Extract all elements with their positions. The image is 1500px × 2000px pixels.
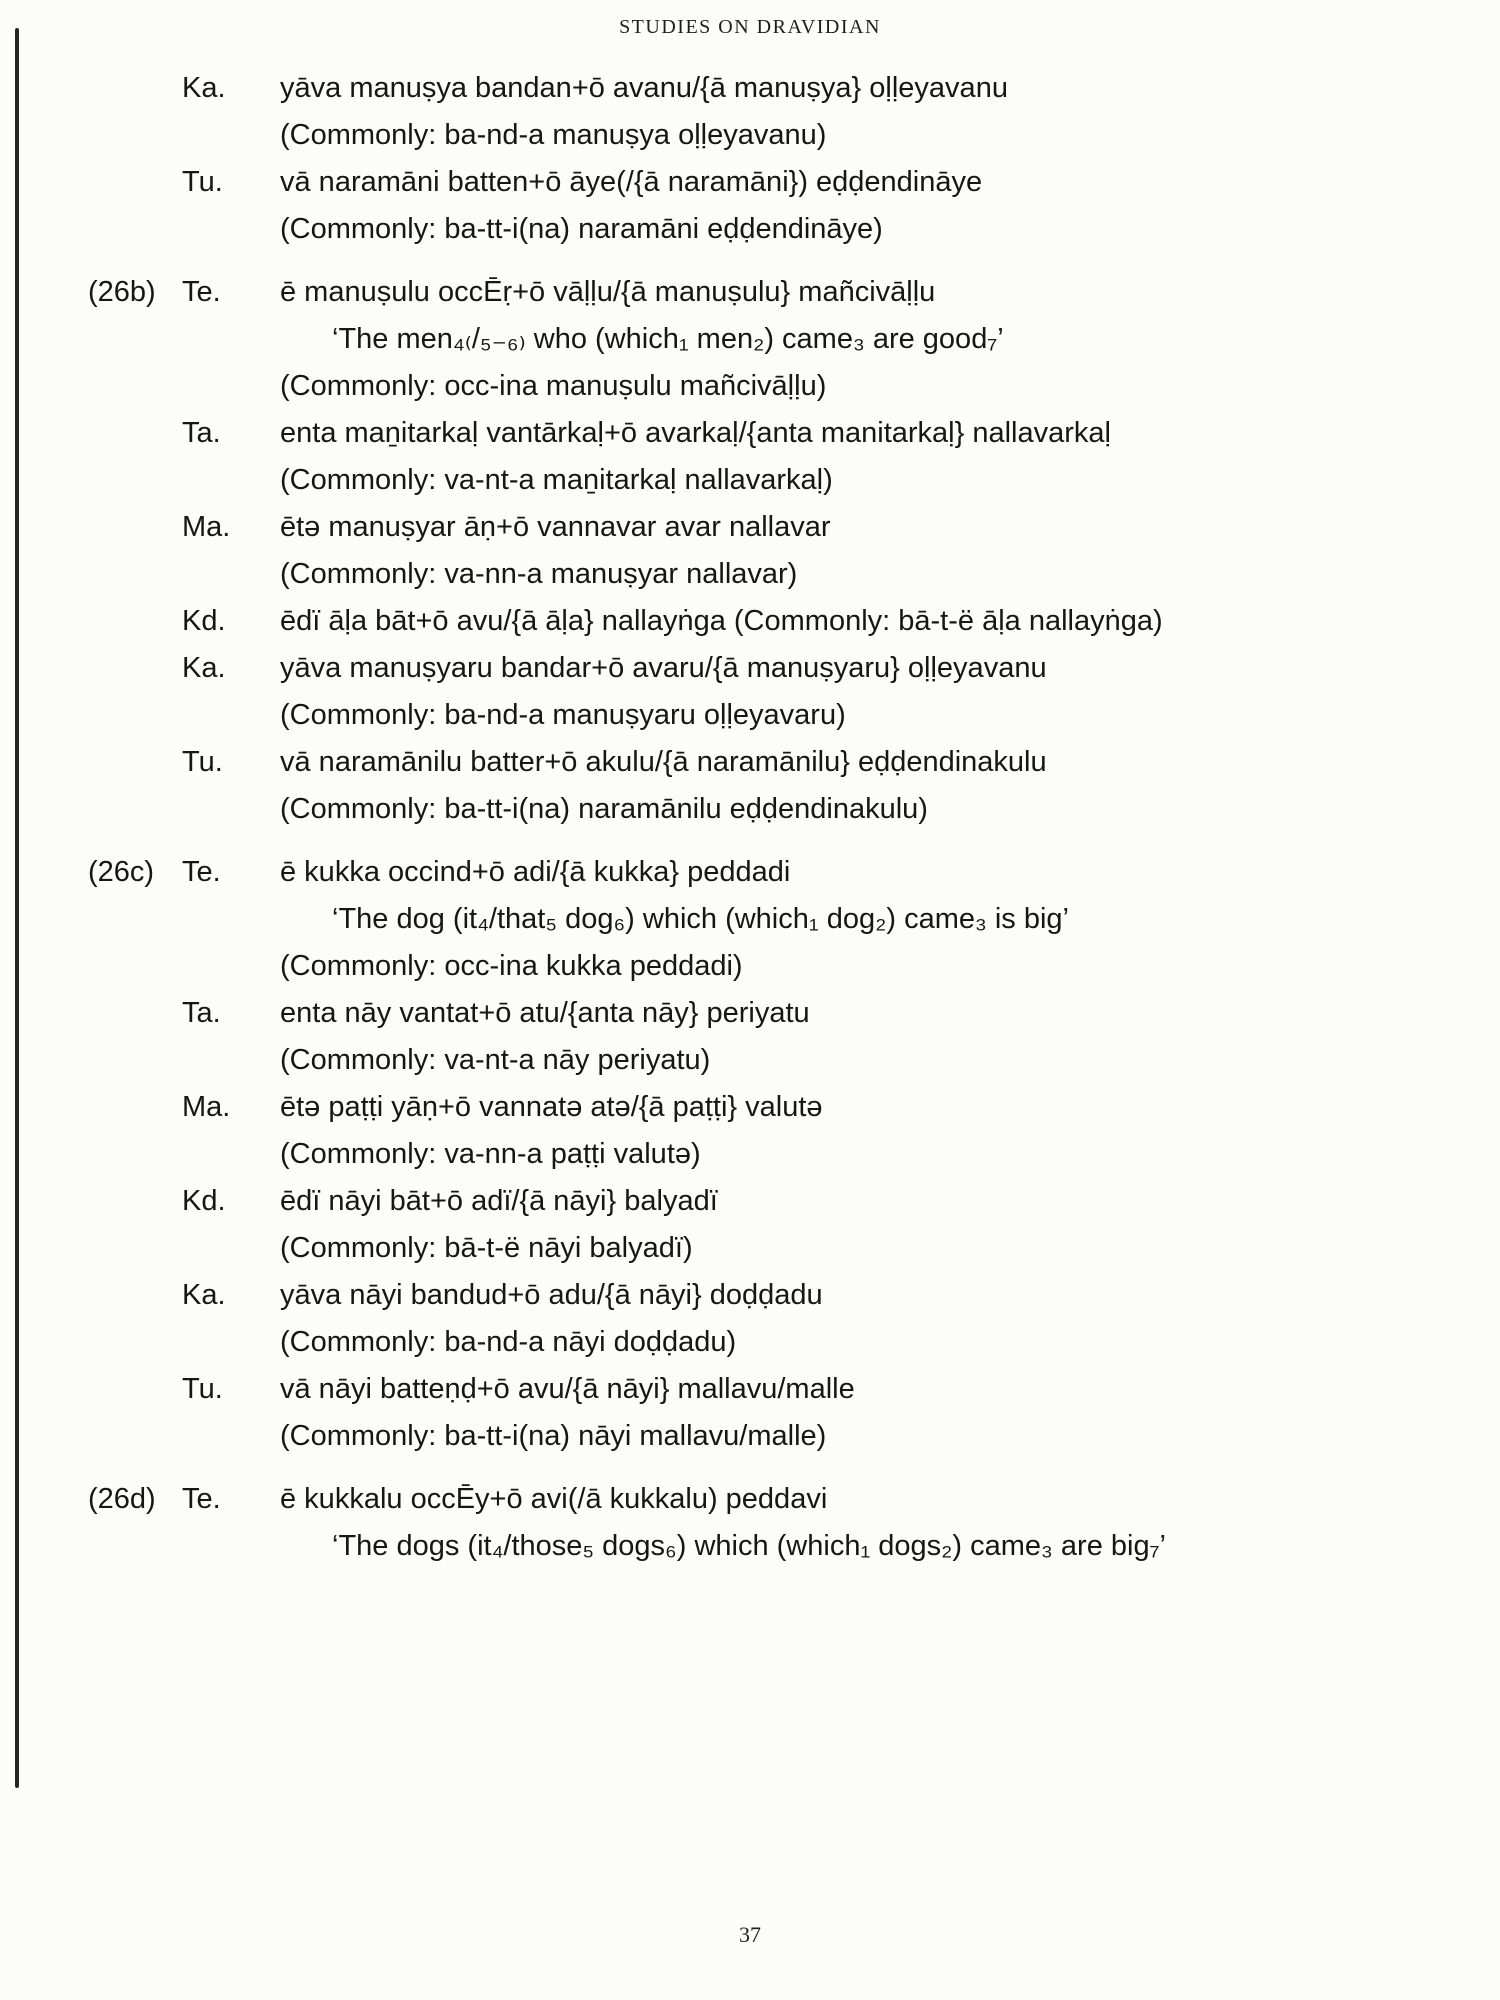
example-text: ētə paṭṭi yāṇ+ō vannatə atə/{ā paṭṭi} valutə [280, 1091, 823, 1123]
language-label: Ka. [182, 72, 226, 104]
language-label: Ma. [182, 511, 231, 543]
commonly-text: (Commonly: ba-nd-a nāyi doḍḍadu) [280, 1326, 737, 1358]
example-number: (26d) [88, 1483, 156, 1515]
example-row [0, 1319, 1500, 1366]
commonly-text: (Commonly: ba-tt-i(na) nāyi mallavu/malle) [280, 1420, 827, 1452]
example-row [0, 645, 1500, 692]
language-label: Ka. [182, 1279, 226, 1311]
language-label: Tu. [182, 746, 223, 778]
language-label: Ta. [182, 417, 221, 449]
example-text: yāva manuṣya bandan+ō avanu/{ā manuṣya} oḷḷeyavanu [280, 72, 1008, 104]
commonly-text: (Commonly: bā-t-ë nāyi balyadï) [280, 1232, 693, 1264]
language-label: Kd. [182, 1185, 226, 1217]
example-row [0, 112, 1500, 159]
example-row [0, 1413, 1500, 1460]
example-row [0, 943, 1500, 990]
example-row [0, 896, 1500, 943]
language-label: Te. [182, 1483, 221, 1515]
commonly-text: (Commonly: va-nn-a paṭṭi valutə) [280, 1138, 701, 1170]
example-text: vā naramānilu batter+ō akulu/{ā naramānilu} eḍḍendinakulu [280, 746, 1047, 778]
example-text: vā nāyi batteṇḍ+ō avu/{ā nāyi} mallavu/malle [280, 1373, 855, 1405]
gloss-text: ‘The dogs (it₄/those₅ dogs₆) which (which₁ dogs₂) came₃ are big₇’ [332, 1530, 1167, 1562]
language-label: Te. [182, 276, 221, 308]
commonly-text: (Commonly: ba-tt-i(na) naramānilu eḍḍendinakulu) [280, 793, 928, 825]
example-row [0, 1476, 1500, 1523]
example-row [0, 1037, 1500, 1084]
example-text: ē kukka occind+ō adi/{ā kukka} peddadi [280, 856, 791, 888]
example-row [0, 1131, 1500, 1178]
language-label: Ma. [182, 1091, 231, 1123]
example-row [0, 206, 1500, 253]
example-row [0, 363, 1500, 410]
commonly-text: (Commonly: va-nt-a maṉitarkaḷ nallavarkaḷ) [280, 464, 833, 496]
commonly-text: (Commonly: ba-nd-a manuṣyaru oḷḷeyavaru) [280, 699, 846, 731]
commonly-text: (Commonly: occ-ina manuṣulu mañcivāḷḷu) [280, 370, 827, 402]
example-row [0, 786, 1500, 833]
example-row [0, 1225, 1500, 1272]
example-text: ētə manuṣyar āṇ+ō vannavar avar nallavar [280, 511, 831, 543]
commonly-text: (Commonly: ba-nd-a manuṣya oḷḷeyavanu) [280, 119, 827, 151]
example-row [0, 849, 1500, 896]
example-row [0, 1366, 1500, 1413]
example-row [0, 1084, 1500, 1131]
language-label: Tu. [182, 166, 223, 198]
example-number: (26b) [88, 276, 156, 308]
example-row [0, 269, 1500, 316]
example-text: yāva manuṣyaru bandar+ō avaru/{ā manuṣyaru} oḷḷeyavanu [280, 652, 1047, 684]
example-text: ēdï āḷa bāt+ō avu/{ā āḷa} nallayṅga (Commonly: bā-t-ë āḷa nallayṅga) [280, 605, 1163, 637]
example-row [0, 457, 1500, 504]
example-text: ē manuṣulu occĒṛ+ō vāḷḷu/{ā manuṣulu} mañcivāḷḷu [280, 276, 936, 308]
example-text: ē kukkalu occĒy+ō avi(/ā kukkalu) peddavi [280, 1483, 828, 1515]
example-row [0, 316, 1500, 363]
language-label: Tu. [182, 1373, 223, 1405]
example-row [0, 504, 1500, 551]
example-text: enta nāy vantat+ō atu/{anta nāy} periyatu [280, 997, 810, 1029]
commonly-text: (Commonly: va-nn-a manuṣyar nallavar) [280, 558, 798, 590]
example-row [0, 1523, 1500, 1570]
language-label: Ta. [182, 997, 221, 1029]
example-row [0, 1178, 1500, 1225]
example-number: (26c) [88, 856, 155, 888]
language-label: Te. [182, 856, 221, 888]
example-row [0, 692, 1500, 739]
commonly-text: (Commonly: occ-ina kukka peddadi) [280, 950, 743, 982]
example-row [0, 990, 1500, 1037]
gloss-text: ‘The men₄₍/₅₋₆₎ who (which₁ men₂) came₃ are good₇’ [332, 323, 1004, 355]
language-label: Kd. [182, 605, 226, 637]
example-row [0, 410, 1500, 457]
page-header: STUDIES ON DRAVIDIAN [619, 16, 881, 38]
example-row [0, 65, 1500, 112]
language-label: Ka. [182, 652, 226, 684]
example-row [0, 551, 1500, 598]
example-row [0, 598, 1500, 645]
example-row [0, 159, 1500, 206]
document-body [0, 39, 1500, 1570]
example-text: yāva nāyi bandud+ō adu/{ā nāyi} doḍḍadu [280, 1279, 823, 1311]
example-text: ēdï nāyi bāt+ō adï/{ā nāyi} balyadï [280, 1185, 718, 1217]
example-row [0, 739, 1500, 786]
example-text: vā naramāni batten+ō āye(/{ā naramāni}) eḍḍendināye [280, 166, 983, 198]
page-number: 37 [739, 1922, 761, 1947]
commonly-text: (Commonly: ba-tt-i(na) naramāni eḍḍendināye) [280, 213, 883, 245]
example-row [0, 1272, 1500, 1319]
commonly-text: (Commonly: va-nt-a nāy periyatu) [280, 1044, 711, 1076]
gloss-text: ‘The dog (it₄/that₅ dog₆) which (which₁ dog₂) came₃ is big’ [332, 903, 1069, 935]
scan-edge-artifact [15, 28, 19, 1788]
example-text: enta maṉitarkaḷ vantārkaḷ+ō avarkaḷ/{anta manitarkaḷ} nallavarkaḷ [280, 417, 1111, 449]
